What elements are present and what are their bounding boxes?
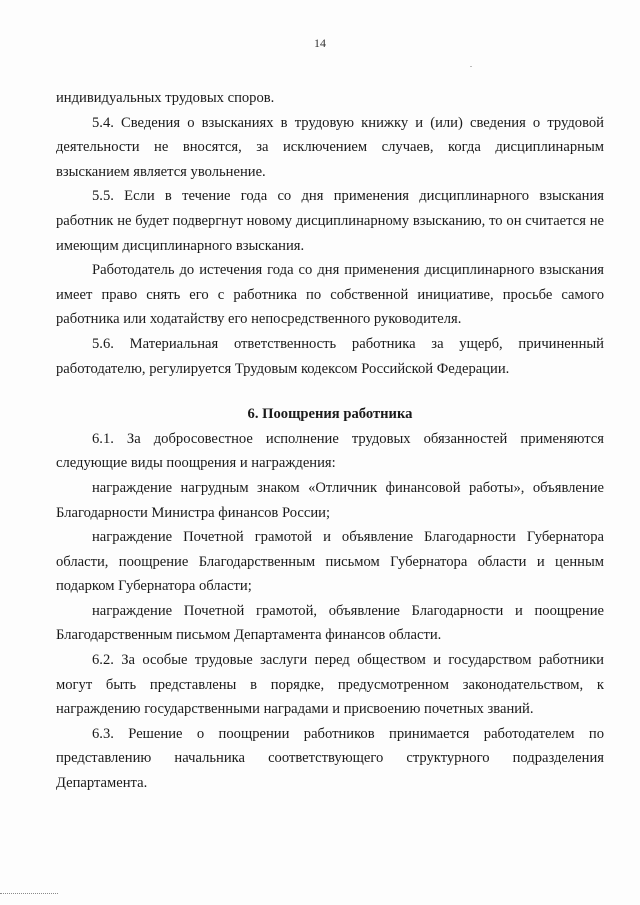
paragraph: награждение Почетной грамотой, объявление Благодарности и поощрение Благодарственным письмом Департамента финансов области. xyxy=(56,602,604,644)
paragraph: 6.2. За особые трудовые заслуги перед обществом и государством работники могут быть представлены в порядке, предусмотренном законодательством, к награждению государственными наградами и присвоению почетных званий. xyxy=(56,652,604,718)
paragraph: награждение Почетной грамотой и объявление Благодарности Губернатора области, поощрение Благодарственным письмом Губернатора области и ценным подарком Губернатора области; xyxy=(56,529,604,595)
paragraph: 5.6. Материальная ответственность работника за ущерб, причиненный работодателю, регулируется Трудовым кодексом Российской Федерации. xyxy=(56,335,604,377)
page-number: 14 xyxy=(314,36,326,50)
paragraph: индивидуальных трудовых споров. xyxy=(56,90,275,106)
section-heading: 6. Поощрения работника xyxy=(247,406,413,423)
paragraph: 5.4. Сведения о взысканиях в трудовую книжку и (или) сведения о трудовой деятельности не вносятся, за исключением случаев, когда дисциплинарным взысканием является увольнение. xyxy=(56,114,604,180)
paragraph: награждение нагрудным знаком «Отличник финансовой работы», объявление Благодарности Министра финансов России; xyxy=(56,479,604,521)
paragraph: 6.3. Решение о поощрении работников принимается работодателем по представлению начальника соответствующего структурного подразделения Департамента. xyxy=(56,725,604,792)
paragraph: 5.5. Если в течение года со дня применения дисциплинарного взыскания работник не будет подвергнут новому дисциплинарному взысканию, то он считается не имеющим дисциплинарного взыскания. xyxy=(56,188,604,254)
paragraph: 6.1. За добросовестное исполнение трудовых обязанностей применяются следующие виды поощрения и награждения: xyxy=(56,430,604,472)
paragraph: Работодатель до истечения года со дня применения дисциплинарного взыскания имеет право снять его с работника по собственной инициативе, просьбе самого работника или ходатайству его непосредственного руководителя. xyxy=(56,262,604,328)
document-body xyxy=(56,86,604,796)
scan-edge-mark xyxy=(0,893,58,894)
scan-artifact xyxy=(470,66,472,67)
